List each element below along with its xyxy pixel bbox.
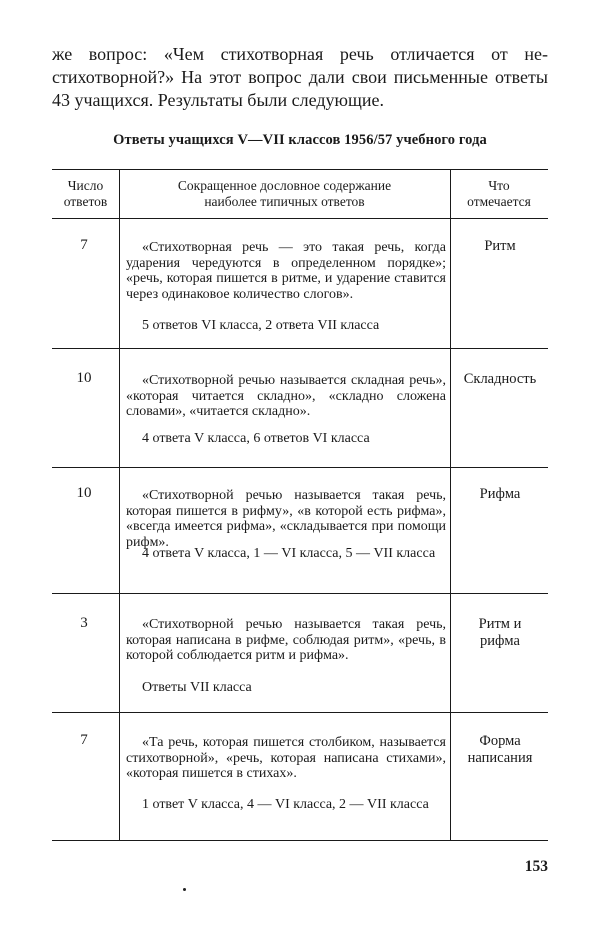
row-noted-line: написания (467, 750, 533, 766)
row-respondents: 1 ответ V класса, 4 — VI класса, 2 — VII класса (142, 797, 429, 812)
row-count: 3 (80, 615, 88, 631)
row-answer: «Стихотворной речью называется такая речь, которая написана в рифме, соблюдая ритм», «речь, в которой соблюдается ритм и рифма». (126, 617, 446, 663)
header-count-line: ответов (63, 194, 108, 209)
table-title: Ответы учащихся V—VII классов 1956/57 учебного года (113, 132, 487, 148)
row-noted-line: Складность (463, 371, 537, 387)
row-answer: «Та речь, которая пишется столбиком, называется стихотворной», «речь, которая написана стихами», «которая пишется в стихах». (126, 735, 446, 781)
header-noted-line: отмечается (467, 194, 531, 209)
row-noted (452, 486, 548, 503)
row-noted (452, 616, 548, 650)
row-noted-line: рифма (480, 633, 520, 649)
row-answer: «Стихотворной речью называется складная речь», «которая читается складно», «складно сложена словами», «читается складно». (126, 373, 446, 419)
row-count: 7 (80, 237, 88, 253)
page-number: 153 (524, 858, 548, 875)
header-content (119, 178, 450, 210)
header-content-line: Сокращенное дословное содержание (177, 178, 392, 193)
row-answer: «Стихотворная речь — это такая речь, когда ударения чередуются в определенном порядке»; «речь, которая пишется в ритме, и ударение ставится через одинаковое количество слогов». (126, 240, 446, 302)
row-divider (52, 348, 548, 349)
row-divider (52, 593, 548, 594)
row-divider (52, 467, 548, 468)
row-count: 10 (76, 485, 92, 501)
row-noted (452, 371, 548, 388)
row-respondents: 4 ответа V класса, 6 ответов VI класса (142, 431, 370, 446)
row-respondents: 4 ответа V класса, 1 — VI класса, 5 — VII класса (142, 546, 436, 561)
row-answer: «Стихотворной речью называется такая речь, которая пишется в рифму», «в которой есть рифма», «всегда имеется рифма», «складывается при помощи рифм». (126, 488, 446, 550)
header-noted (450, 178, 548, 210)
header-bottom-rule (52, 218, 548, 219)
table-bottom-rule (52, 840, 548, 841)
row-count: 10 (76, 370, 92, 386)
header-content-line: наиболее типичных ответов (204, 194, 365, 209)
row-noted-line: Форма (479, 733, 521, 749)
column-separator (119, 169, 120, 840)
row-respondents: 5 ответов VI класса, 2 ответа VII класса (142, 318, 380, 333)
header-noted-line: Что (488, 178, 510, 193)
stray-dot (183, 888, 186, 891)
row-respondents: Ответы VII класса (142, 680, 252, 695)
header-count (52, 178, 119, 210)
intro-paragraph: же вопрос: «Чем стихотворная речь отличается от не-стихотворной?» На этот вопрос дали свои письменные ответы 43 учащихся. Результаты были следующие. (52, 44, 548, 110)
row-noted-line: Рифма (479, 486, 521, 502)
table-top-rule (52, 169, 548, 170)
row-count: 7 (80, 732, 88, 748)
row-noted-line: Ритм (484, 238, 516, 254)
column-separator (450, 169, 451, 840)
row-noted-line: Ритм и (478, 616, 522, 632)
row-noted (452, 733, 548, 767)
row-noted (452, 238, 548, 255)
row-divider (52, 712, 548, 713)
header-count-line: Число (67, 178, 104, 193)
